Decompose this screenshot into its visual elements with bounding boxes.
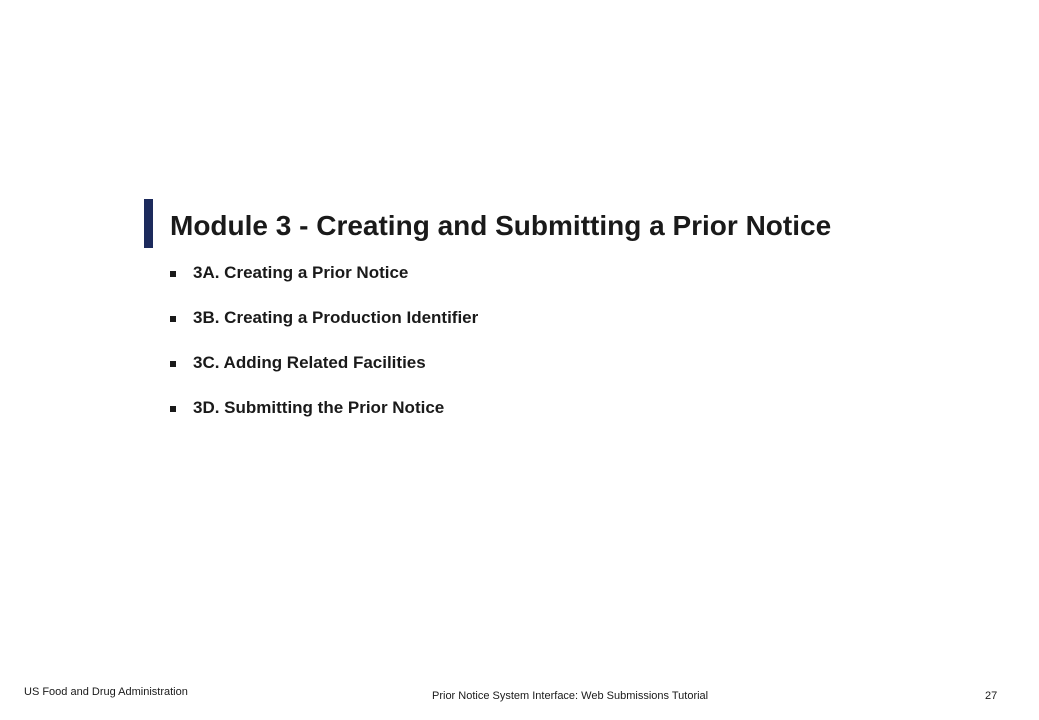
bullet-text: 3A. Creating a Prior Notice (193, 263, 409, 282)
square-bullet-icon (170, 361, 176, 367)
bullet-text: 3C. Adding Related Facilities (193, 353, 426, 372)
page-number: 27 (985, 690, 998, 702)
bullet-list (170, 264, 478, 444)
bullet-item (170, 309, 478, 354)
footer-document-title: Prior Notice System Interface: Web Submissions Tutorial (432, 690, 709, 702)
title-accent-bar (144, 199, 153, 248)
slide-title: Module 3 - Creating and Submitting a Prior Notice (170, 210, 832, 241)
square-bullet-icon (170, 271, 176, 277)
bullet-text: 3D. Submitting the Prior Notice (193, 398, 445, 417)
bullet-item (170, 264, 478, 309)
bullet-item (170, 354, 478, 399)
square-bullet-icon (170, 406, 176, 412)
bullet-item (170, 399, 478, 444)
square-bullet-icon (170, 316, 176, 322)
footer-organization: US Food and Drug Administration (24, 686, 188, 698)
bullet-text: 3B. Creating a Production Identifier (193, 308, 479, 327)
